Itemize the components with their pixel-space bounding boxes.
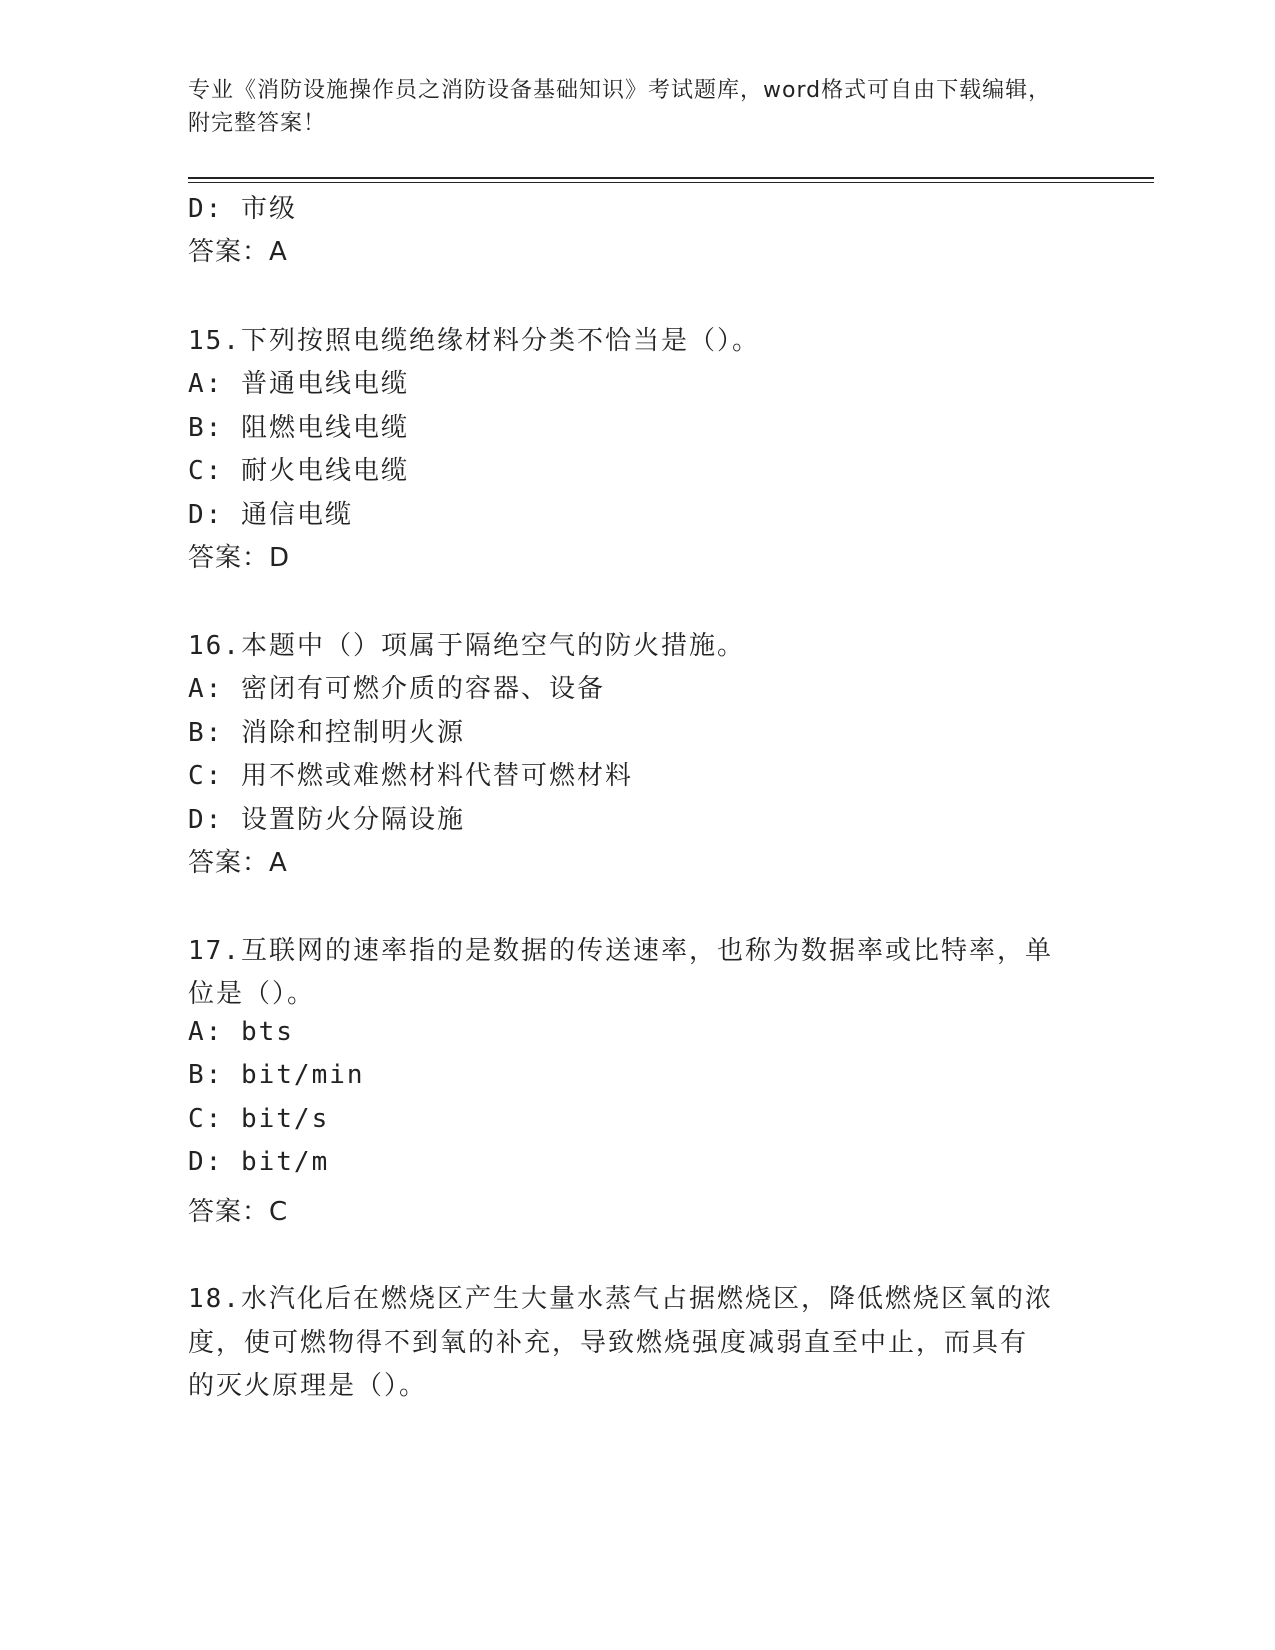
question-16-option-c: C: 用不燃或难燃材料代替可燃材料 <box>188 761 633 791</box>
document-header: 专业《消防设施操作员之消防设备基础知识》考试题库，word格式可自由下载编辑，附完整答案！ <box>188 78 1052 136</box>
question-16-answer: 答案：A <box>188 848 288 878</box>
option-d-prev: D: 市级 <box>188 194 297 224</box>
question-15-stem: 15.下列按照电缆绝缘材料分类不恰当是（）。 <box>188 326 760 356</box>
question-16-stem: 16.本题中（）项属于隔绝空气的防火措施。 <box>188 631 745 661</box>
question-16-option-b: B: 消除和控制明火源 <box>188 718 465 748</box>
question-17-stem-line-1: 17.互联网的速率指的是数据的传送速率，也称为数据率或比特率，单 <box>188 936 1053 966</box>
question-18-stem-line-2: 度，使可燃物得不到氧的补充，导致燃烧强度减弱直至中止，而具有 <box>188 1328 1029 1358</box>
question-17-option-c: C: bit/s <box>188 1104 330 1134</box>
answer-prev: 答案：A <box>188 237 288 267</box>
question-18-stem-line-3: 的灭火原理是（）。 <box>188 1371 428 1401</box>
question-17-option-d: D: bit/m <box>188 1147 330 1177</box>
question-15-answer: 答案：D <box>188 543 291 573</box>
question-15-option-d: D: 通信电缆 <box>188 500 353 530</box>
question-16-option-a: A: 密闭有可燃介质的容器、设备 <box>188 674 605 704</box>
question-17-answer: 答案：C <box>188 1197 289 1227</box>
question-17-stem-line-2: 位是（）。 <box>188 979 316 1009</box>
question-17-option-b: B: bit/min <box>188 1060 365 1090</box>
question-16-option-d: D: 设置防火分隔设施 <box>188 805 465 835</box>
header-divider-thick <box>188 177 1154 179</box>
question-18-stem-line-1: 18.水汽化后在燃烧区产生大量水蒸气占据燃烧区，降低燃烧区氧的浓 <box>188 1284 1053 1314</box>
question-17-option-a: A: bts <box>188 1017 294 1047</box>
question-15-option-b: B: 阻燃电线电缆 <box>188 413 409 443</box>
header-divider-thin <box>188 182 1154 183</box>
question-15-option-a: A: 普通电线电缆 <box>188 369 409 399</box>
question-15-option-c: C: 耐火电线电缆 <box>188 456 409 486</box>
